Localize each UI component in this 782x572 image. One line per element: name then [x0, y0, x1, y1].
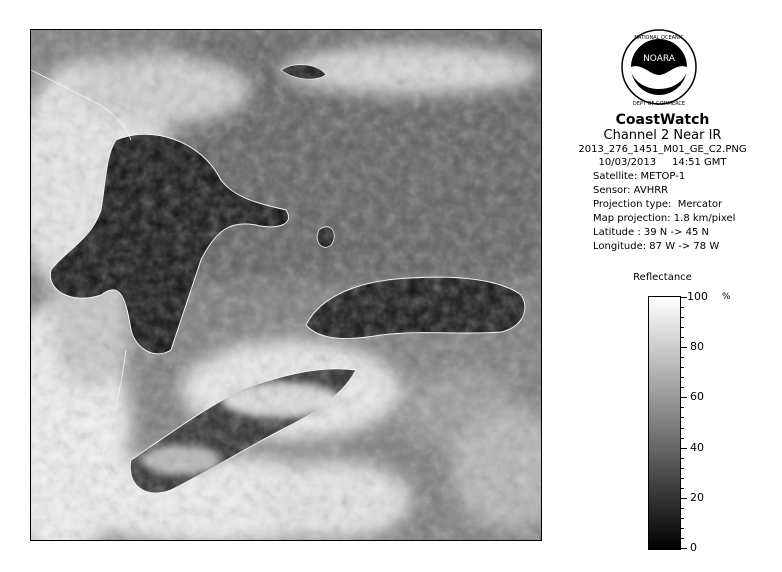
file-name: 2013_276_1451_M01_GE_C2.PNG	[578, 144, 747, 155]
colorbar-tick-label: 20	[690, 490, 704, 504]
colorbar-tick	[681, 448, 687, 449]
sensor-info: Sensor: AVHRR	[593, 185, 669, 196]
colorbar-minor-tick	[681, 518, 684, 519]
svg-text:NATIONAL OCEANIC: NATIONAL OCEANIC	[634, 35, 684, 41]
colorbar-tick-label: 80	[690, 340, 704, 354]
colorbar-minor-tick	[681, 357, 684, 358]
colorbar-tick	[681, 498, 687, 499]
colorbar-minor-tick	[681, 377, 684, 378]
colorbar-tick	[681, 347, 687, 348]
colorbar-minor-tick	[681, 317, 684, 318]
image-info-panel	[560, 112, 765, 254]
colorbar-tick-label: 40	[690, 440, 704, 454]
colorbar-minor-tick	[681, 478, 684, 479]
colorbar-unit: %	[722, 292, 731, 302]
satellite-info: Satellite: METOP-1	[593, 171, 686, 182]
colorbar-minor-tick	[681, 508, 684, 509]
colorbar-minor-tick	[681, 458, 684, 459]
colorbar-minor-tick	[681, 307, 684, 308]
colorbar-tick-label: 60	[690, 390, 704, 404]
colorbar-tick-label: 0	[690, 541, 697, 554]
map-projection: Map projection: 1.8 km/pixel	[593, 213, 736, 224]
colorbar-minor-tick	[681, 327, 684, 328]
colorbar-minor-tick	[681, 407, 684, 408]
channel-label: Channel 2 Near IR	[603, 128, 722, 143]
colorbar-minor-tick	[681, 488, 684, 489]
latitude-range: Latitude : 39 N -> 45 N	[593, 227, 709, 238]
colorbar-title: Reflectance	[633, 272, 692, 283]
colorbar-minor-tick	[681, 428, 684, 429]
colorbar-minor-tick	[681, 337, 684, 338]
image-texture	[31, 30, 542, 541]
colorbar-minor-tick	[681, 468, 684, 469]
svg-text:NOARA: NOARA	[643, 54, 675, 64]
colorbar-tick	[681, 548, 687, 549]
product-title: CoastWatch	[615, 112, 710, 128]
reflectance-colorbar	[648, 296, 681, 550]
satellite-image	[30, 29, 542, 541]
colorbar-tick-label: 100	[687, 290, 708, 303]
longitude-range: Longitude: 87 W -> 78 W	[593, 241, 720, 252]
colorbar-minor-tick	[681, 538, 684, 539]
projection-type: Projection type: Mercator	[593, 199, 723, 210]
noaa-logo	[620, 25, 698, 109]
satellite-map	[31, 30, 542, 541]
colorbar-minor-tick	[681, 417, 684, 418]
colorbar-minor-tick	[681, 438, 684, 439]
colorbar-minor-tick	[681, 528, 684, 529]
date-time: 10/03/2013 14:51 GMT	[598, 157, 727, 168]
svg-text:DEPT OF COMMERCE: DEPT OF COMMERCE	[632, 101, 686, 107]
colorbar-tick	[681, 397, 687, 398]
colorbar-minor-tick	[681, 367, 684, 368]
colorbar-minor-tick	[681, 387, 684, 388]
